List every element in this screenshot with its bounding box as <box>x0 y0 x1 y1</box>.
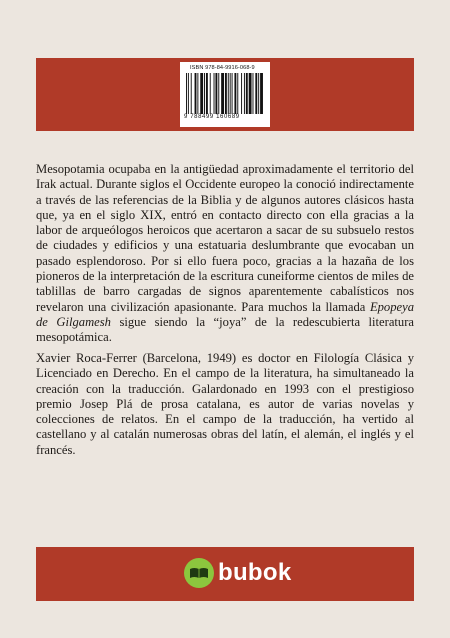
barcode-bar <box>204 73 205 114</box>
barcode-bar <box>214 73 215 114</box>
barcode-bar <box>237 73 238 114</box>
barcode-bar <box>228 73 229 114</box>
publisher-logo <box>184 557 292 589</box>
synopsis-text-end: sigue siendo la “joya” de la redescubierta literatura mesopotámica. <box>36 314 414 345</box>
barcode-bar <box>200 73 203 114</box>
author-bio-text: Xavier Roca-Ferrer (Barcelona, 1949) es doctor en Filología Clásica y Licenciado en Derecho. En el campo de la literatura, ha simultaneado la creación con la traducción. Galardonado en 1993 con el prestigioso premio Josep Plá de prosa catalana, es autor de varias novelas y colecciones de relatos. En el campo de la traducción, ha vertido al castellano y al catalán numerosas obras del latín, el alemán, el inglés y el francés. <box>36 351 414 457</box>
barcode-bar <box>246 73 248 114</box>
publisher-logo-text: bubok <box>218 559 292 586</box>
isbn-label: ISBN 978-84-9916-068-9 <box>190 65 255 71</box>
barcode-bar <box>249 73 252 114</box>
barcode-bar <box>210 73 211 114</box>
barcode-bars <box>184 73 266 114</box>
barcode-bar <box>191 73 192 114</box>
barcode-bar <box>195 73 197 114</box>
barcode-bar <box>215 73 217 114</box>
open-book-icon <box>184 558 214 588</box>
synopsis-paragraph <box>36 162 414 346</box>
barcode-bar <box>206 73 208 114</box>
synopsis-text: Mesopotamia ocupaba en la antigüedad aproximadamente el territorio del Irak actual. Durante siglos el Occidente europeo la conoció indirectamente a través de las referencias de la Biblia y de algunos autores clásicos hasta que, ya en el siglo XIX, entró en contacto directo con ella gracias a la labor de arqueólogos heroicos que acertaron a sacar de su subsuelo restos de ciudades y edificios y una estatuaria deslumbrante que evocaban un pasado esplendoroso. Por si ello fuera poco, gracias a la hazaña de los pioneros de la interpretación de la escritura cuneiforme cientos de miles de tablillas de barro cargadas de signos aparentemente cabalísticos nos revelaron una civilización apasionante. Para muchos la llamada <box>36 162 414 314</box>
book-title: Epopeya de Gilgamesh <box>36 299 414 329</box>
barcode-bar <box>244 73 245 114</box>
barcode-bar <box>218 73 219 114</box>
barcode-bar <box>255 73 257 114</box>
barcode-bar <box>221 73 224 114</box>
author-bio-paragraph <box>36 351 414 458</box>
barcode-bar <box>260 73 263 114</box>
barcode-bar <box>253 73 254 114</box>
barcode-bar <box>234 73 236 114</box>
barcode <box>180 62 270 127</box>
barcode-bar <box>232 73 233 114</box>
barcode-bar <box>230 73 231 114</box>
barcode-bar <box>186 73 187 114</box>
barcode-bar <box>241 73 242 114</box>
barcode-bar <box>197 73 198 114</box>
barcode-bar <box>225 73 227 114</box>
barcode-bar <box>258 73 259 114</box>
barcode-bar <box>188 73 189 114</box>
isbn-digits: 9 788499 160689 <box>184 114 240 120</box>
